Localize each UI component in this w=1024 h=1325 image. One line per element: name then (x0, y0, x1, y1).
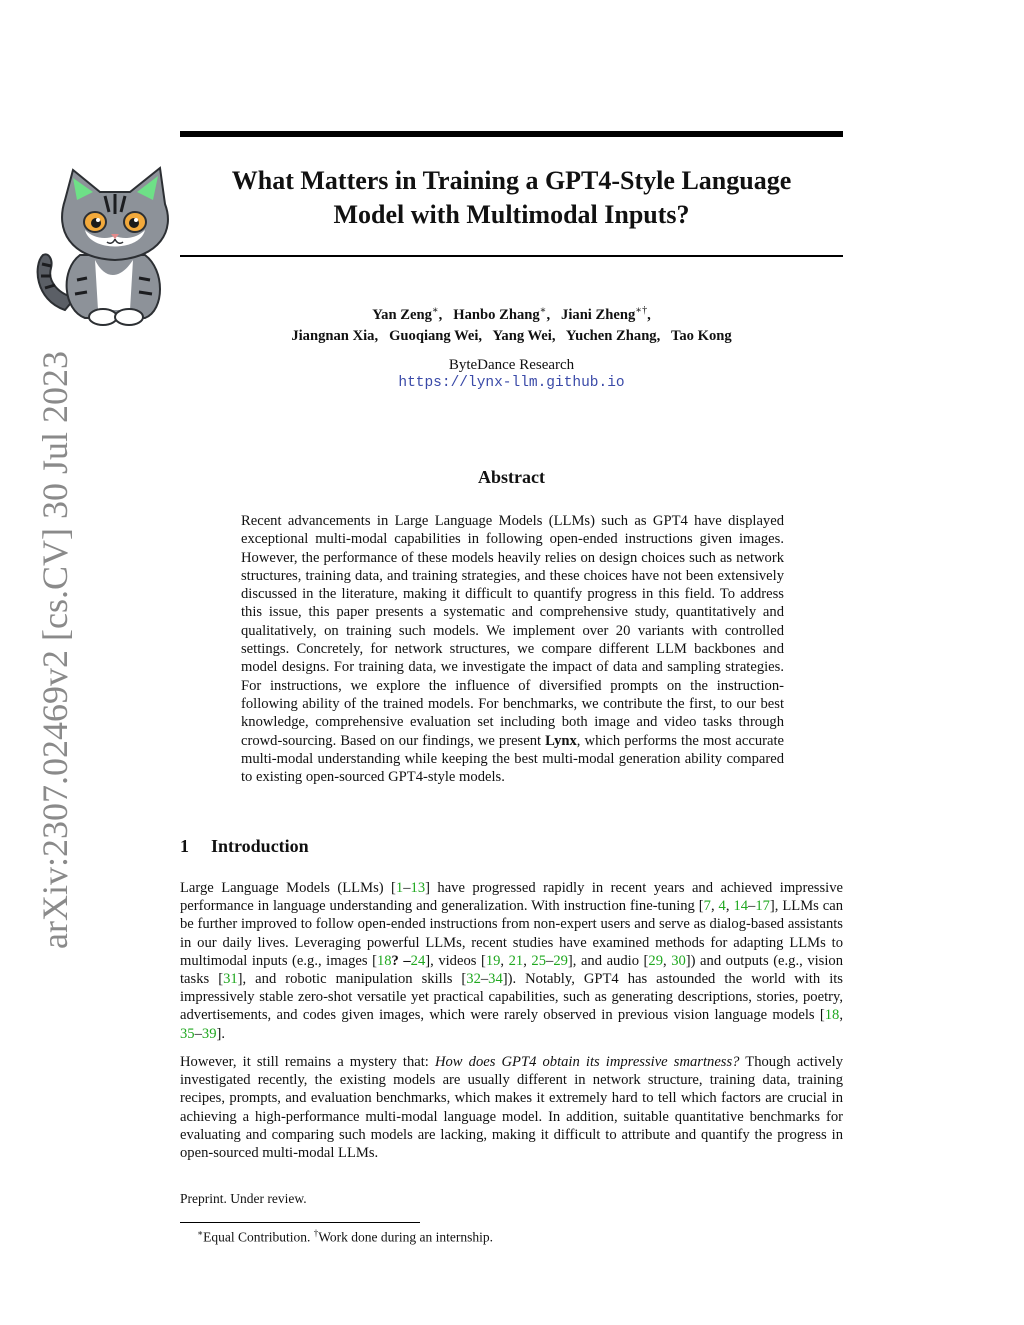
citation-link[interactable]: 4 (718, 898, 726, 915)
footnote-text: Work done during an internship. (318, 1229, 494, 1245)
text: ], videos [ (425, 952, 486, 969)
footnote-mark: ∗ (197, 1228, 204, 1238)
footnote (197, 1228, 493, 1246)
text: , (710, 898, 719, 915)
abstract-text: Recent advancements in Large Language Models (LLMs) such as GPT4 have displayed exceptional multi-modal capabilities in following open-ended instructions given images. However, the performance of these models heavily relies on design choices such as network structures, training data, and training strategies, and these choices have not been extensively discussed in the literature, making it difficult to quantify progress in this field. To address this issue, this paper presents a systematic and comprehensive study, quantitatively and qualitatively, on training such models. We implement over 20 variants with controlled settings. Concretely, for network structures, we compare different LLM backbones and model designs. For training data, we investigate the impact of data and sampling strategies. For instructions, we explore the influence of diversified prompts on the instruction-following ability of the trained models. For benchmarks, we contribute the first, to our best knowledge, comprehensive evaluation set including both image and video tasks through crowd-sourcing. Based on our findings, we present (241, 513, 784, 749)
title-top-rule (180, 131, 843, 137)
text: , (725, 898, 734, 915)
citation-link[interactable]: 35 (180, 1025, 195, 1042)
text: , (500, 952, 509, 969)
citation-link[interactable]: 31 (223, 971, 238, 988)
text: – (194, 1025, 202, 1042)
text: ], and audio [ (567, 952, 649, 969)
citation-link[interactable]: 30 (671, 952, 686, 969)
citation-link[interactable]: 34 (488, 971, 503, 988)
project-url-link[interactable]: https://lynx-llm.github.io (398, 375, 625, 391)
text: , (663, 952, 672, 969)
text: – (403, 880, 411, 896)
title-bottom-rule (180, 255, 843, 257)
text: – (546, 952, 554, 969)
text: – (480, 971, 489, 988)
text: However, it still remains a mystery that: (180, 1054, 435, 1070)
model-name-lynx: Lynx (545, 732, 577, 749)
paper-title-line-2: Model with Multimodal Inputs? (333, 200, 690, 229)
citation-link[interactable]: 14 (733, 898, 749, 915)
citation-link[interactable]: 29 (553, 952, 568, 969)
footnote-mark: ∗ (635, 305, 643, 316)
author-name: Hanbo Zhang (453, 306, 540, 323)
section-number: 1 (180, 836, 189, 856)
intro-paragraph-1 (180, 879, 843, 1043)
citation-link[interactable]: 21 (508, 952, 524, 969)
citation-link[interactable]: 39 (201, 1025, 217, 1042)
author-name: Yuchen Zhang (565, 327, 657, 344)
author-line-1: Yan Zeng∗, Hanbo Zhang∗, Jiani Zheng∗†, (372, 305, 651, 323)
footnote-mark: † (642, 305, 648, 316)
citation-link[interactable]: 13 (410, 880, 426, 896)
paper-title-line-1: What Matters in Training a GPT4-Style Language (231, 166, 792, 195)
affiliation: ByteDance Research (448, 357, 575, 373)
text: Though actively investigated recently, the existing models are usually different in network structure, training data, training recipes, prompts, and evaluation benchmarks, which makes it extremely hard to tell which factors are crucial in achieving a high-performance multi-modal language model. In addition, suitable quantitative benchmarks for evaluating and comparing such models are lacking, making it difficult to attribute and quantify the progress in open-sourced multi-modal LLMs. (180, 1054, 843, 1162)
footnote-mark-group (635, 305, 647, 316)
missing-citation-mark: ? – (391, 952, 411, 969)
citation-link[interactable]: 17 (755, 898, 770, 915)
text: , (523, 952, 532, 969)
text: , (839, 1007, 843, 1024)
citation-link[interactable]: 18 (376, 952, 392, 969)
text: – (748, 898, 756, 915)
abstract-text-end: , which performs the most accurate multi-modal understanding while keeping the best multi-modal generation ability compared to existing open-sourced GPT4-style models. (241, 732, 784, 786)
author-name: Yan Zeng (372, 306, 432, 323)
arxiv-stamp: arXiv:2307.02469v2 [cs.CV] 30 Jul 2023 (35, 351, 75, 949)
section-heading-introduction (180, 836, 843, 857)
text: ]). Notably, GPT4 has astounded the world with its impressively stable zero-shot versatile yet practical capabilities, such as generating descriptions, stories, poetry, advertisements, and codes given images, which were rarely observed in previous vision language models [ (180, 971, 843, 1024)
author-line-2: Jiangnan Xia, Guoqiang Wei, Yang Wei, Yuchen Zhang, Tao Kong (291, 327, 732, 344)
text: Large Language Models (LLMs) [ (180, 880, 396, 896)
preprint-note: Preprint. Under review. (180, 1191, 307, 1206)
text: ], LLMs can be further improved to follow open-ended instructions from non-expert users and serve as dialog-based assistants in our daily lives. Leveraging powerful LLMs, recent studies have examined methods for adapting LLMs to multimodal inputs (e.g., images [ (180, 898, 844, 969)
paper-title (180, 164, 843, 232)
text: ], and robotic manipulation skills [ (237, 971, 467, 988)
citation-link[interactable]: 7 (703, 898, 711, 915)
citation-link[interactable]: 32 (466, 971, 481, 988)
section-title: Introduction (211, 836, 309, 856)
citation-link[interactable]: 19 (485, 952, 501, 969)
footnote-mark: ∗ (431, 305, 439, 316)
author-name: Tao Kong (670, 327, 732, 344)
footnote-mark: ∗ (539, 305, 547, 316)
citation-link[interactable]: 1 (395, 880, 404, 896)
author-name: Yang Wei (492, 327, 552, 344)
author-list (180, 300, 843, 347)
footnote-mark: † (313, 1228, 319, 1238)
citation-link[interactable]: 25 (531, 952, 547, 969)
citation-link[interactable]: 18 (824, 1007, 840, 1024)
research-question: How does GPT4 obtain its impressive smartness? (434, 1054, 740, 1070)
author-name: Jiangnan Xia (291, 327, 375, 344)
abstract-heading: Abstract (478, 467, 545, 487)
footnote-rule (180, 1222, 420, 1223)
lynx-cat-mascot (25, 160, 195, 330)
intro-paragraph-2 (180, 1053, 843, 1162)
author-name: Jiani Zheng (561, 306, 636, 323)
author-name: Guoqiang Wei (389, 327, 479, 344)
footnote-text: Equal Contribution. (203, 1229, 314, 1245)
citation-link[interactable]: 24 (410, 952, 426, 969)
citation-link[interactable]: 29 (648, 952, 663, 969)
text: ]) and outputs (e.g., vision tasks [ (180, 952, 844, 988)
text: ]. (216, 1025, 225, 1042)
abstract-body (241, 512, 784, 786)
text: ] have progressed rapidly in recent years and achieved impressive performance in language understanding and generalization. With instruction fine-tuning [ (180, 880, 843, 915)
